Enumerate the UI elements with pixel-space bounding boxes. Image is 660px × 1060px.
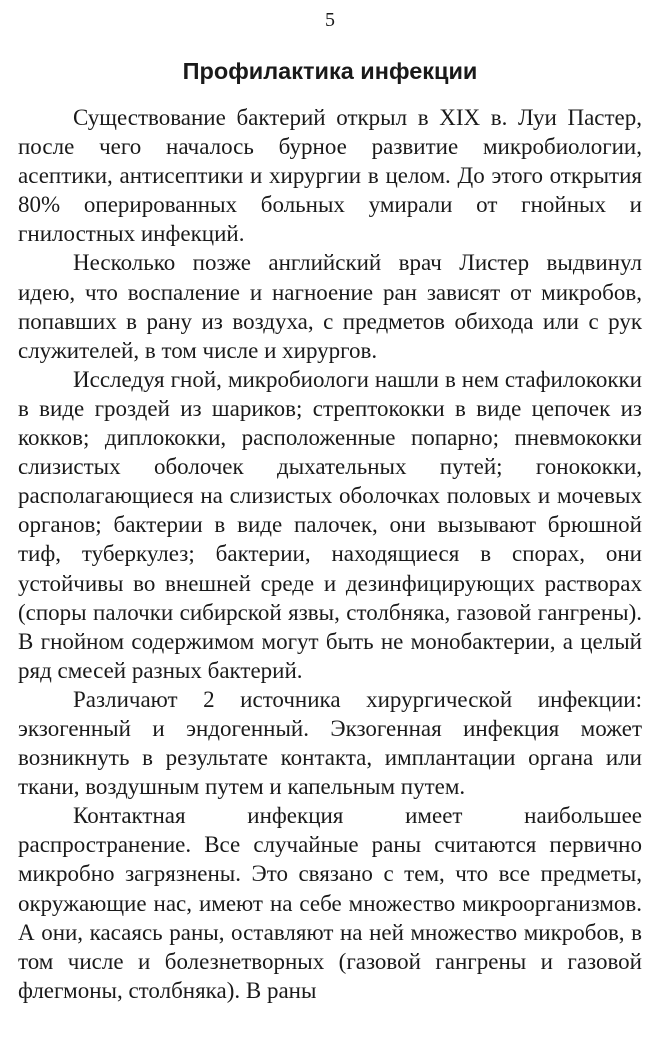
paragraph-2: Несколько позже английский врач Листер выдвинул идею, что воспаление и нагноение ран зависят от микробов, попавших в рану из воздуха, с предметов обихода или с рук служителей, в том числе и хирургов. [18, 250, 642, 363]
paragraph-3: Исследуя гной, микробиологи нашли в нем стафилококки в виде гроздей из шариков; стрептококки в виде цепочек из кокков; диплококки, расположенные попарно; пневмококки слизистых оболочек дыхательных путей; гонококки, располагающиеся на слизистых оболочках половых и мочевых органов; бактерии в виде палочек, они вызывают брюшной тиф, туберкулез; бактерии, находящиеся в спорах, они устойчивы во внешней среде и дезинфицирующих растворах (споры палочки сибирской язвы, столбняка, газовой гангрены). В гнойном содержимом могут быть не монобактерии, а целый ряд смесей разных бактерий. [18, 366, 642, 683]
paragraph-5: Контактная инфекция имеет наибольшее распространение. Все случайные раны считаются первично микробно загрязнены. Это связано с тем, что все предметы, окружающие нас, имеют на себе множество микроорганизмов. А они, касаясь раны, оставляют на ней множество микробов, в том числе и болезнетворных (газовой гангрены и газовой флегмоны, столбняка). В раны [18, 803, 642, 1003]
paragraph-4: Различают 2 источника хирургической инфекции: экзогенный и эндогенный. Экзогенная инфекция может возникнуть в результате контакта, имплантации органа или ткани, воздушным путем и капельным путем. [18, 686, 642, 800]
document-page [18, 0, 642, 1060]
page-number: 5 [325, 9, 335, 31]
paragraph-1: Существование бактерий открыл в XIX в. Луи Пастер, после чего началось бурное развитие микробиологии, асептики, антисептики и хирургии в целом. До этого открытия 80% оперированных больных умирали от гнойных и гнилостных инфекций. [18, 105, 642, 247]
section-title: Профилактика инфекции [182, 58, 478, 84]
body-text [18, 103, 642, 1005]
